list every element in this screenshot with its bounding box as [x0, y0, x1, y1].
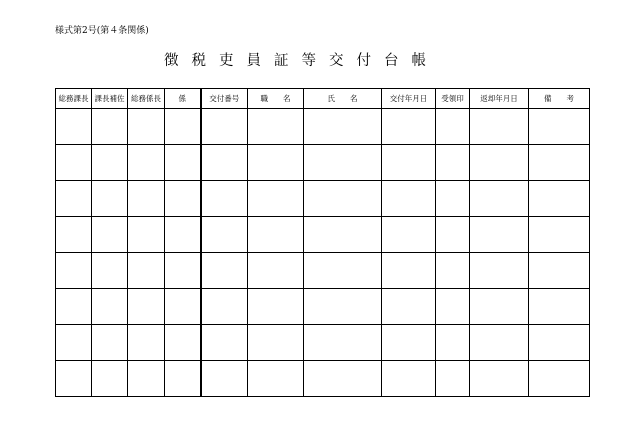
table-cell: [304, 253, 382, 289]
table-cell: [128, 217, 165, 253]
table-cell: [56, 109, 92, 145]
table-cell: [248, 145, 304, 181]
col-header-receipt-seal: 受領印: [436, 89, 470, 109]
ledger-title: [164, 52, 426, 70]
table-cell: [56, 217, 92, 253]
table-cell: [165, 109, 201, 145]
table-cell: [436, 253, 470, 289]
table-cell: [56, 289, 92, 325]
title-char: 員: [246, 53, 261, 69]
col-header-issue-date: 交付年月日: [382, 89, 436, 109]
table-cell: [529, 217, 590, 253]
table-cell: [470, 253, 529, 289]
table-cell: [248, 109, 304, 145]
table-cell: [304, 109, 382, 145]
table-cell: [92, 289, 128, 325]
col-header-kacho-hosa: 課長補佐: [92, 89, 128, 109]
table-cell: [529, 181, 590, 217]
table-cell: [529, 289, 590, 325]
table-cell: [382, 361, 436, 397]
table-cell: [470, 145, 529, 181]
table-cell: [304, 217, 382, 253]
table-cell: [92, 181, 128, 217]
table-cell: [165, 145, 201, 181]
table-cell: [56, 181, 92, 217]
header-row: [56, 89, 590, 109]
table-cell: [92, 109, 128, 145]
col-header-return-date: 返却年月日: [470, 89, 529, 109]
table-cell: [382, 109, 436, 145]
title-char: 吏: [219, 53, 234, 69]
table-cell: [201, 253, 248, 289]
table-cell: [382, 217, 436, 253]
table-cell: [201, 181, 248, 217]
table-cell: [470, 361, 529, 397]
title-char: 税: [191, 53, 206, 69]
form-number: 様式第2号(第４条関係): [55, 26, 149, 36]
table-cell: [436, 289, 470, 325]
table-cell: [128, 289, 165, 325]
title-char: 交: [329, 53, 344, 69]
table-cell: [304, 145, 382, 181]
table-cell: [470, 181, 529, 217]
table-row: [56, 181, 590, 217]
title-char: 帳: [411, 53, 426, 69]
col-header-name: 氏 名: [304, 89, 382, 109]
table-cell: [165, 325, 201, 361]
table-cell: [382, 253, 436, 289]
table-cell: [128, 325, 165, 361]
table-cell: [201, 325, 248, 361]
table-cell: [56, 361, 92, 397]
table-cell: [470, 325, 529, 361]
table-row: [56, 253, 590, 289]
table-cell: [92, 217, 128, 253]
ledger-table: [55, 88, 590, 397]
table-cell: [201, 145, 248, 181]
table-cell: [382, 145, 436, 181]
table-cell: [382, 325, 436, 361]
table-cell: [248, 325, 304, 361]
table-cell: [165, 217, 201, 253]
table-cell: [128, 181, 165, 217]
table-cell: [436, 181, 470, 217]
table-cell: [128, 109, 165, 145]
table-cell: [470, 289, 529, 325]
col-header-somu-kakaricho: 総務係長: [128, 89, 165, 109]
table-cell: [201, 289, 248, 325]
table-cell: [201, 361, 248, 397]
table-cell: [92, 325, 128, 361]
table-cell: [201, 109, 248, 145]
col-header-remarks: 備 考: [529, 89, 590, 109]
table-row: [56, 145, 590, 181]
table-cell: [304, 289, 382, 325]
table-cell: [128, 361, 165, 397]
table-cell: [92, 361, 128, 397]
table-cell: [470, 217, 529, 253]
title-char: 付: [356, 53, 371, 69]
table-cell: [248, 361, 304, 397]
table-cell: [165, 361, 201, 397]
table-cell: [56, 145, 92, 181]
table-cell: [529, 325, 590, 361]
table-cell: [436, 361, 470, 397]
col-header-kakari: 係: [165, 89, 201, 109]
table-cell: [436, 109, 470, 145]
col-header-somu-kacho: 総務課長: [56, 89, 92, 109]
table-row: [56, 289, 590, 325]
table-cell: [529, 109, 590, 145]
table-cell: [436, 325, 470, 361]
table-cell: [128, 145, 165, 181]
title-char: 徴: [164, 53, 179, 69]
table-cell: [92, 145, 128, 181]
table-cell: [248, 289, 304, 325]
table-cell: [304, 181, 382, 217]
table-cell: [529, 253, 590, 289]
table-cell: [248, 181, 304, 217]
table-cell: [304, 361, 382, 397]
table-cell: [128, 253, 165, 289]
col-header-issue-number: 交付番号: [201, 89, 248, 109]
table-cell: [529, 145, 590, 181]
table-cell: [248, 253, 304, 289]
table-row: [56, 361, 590, 397]
title-char: 等: [301, 53, 316, 69]
table-cell: [56, 253, 92, 289]
table-row: [56, 109, 590, 145]
table-cell: [92, 253, 128, 289]
table-row: [56, 325, 590, 361]
table-cell: [529, 361, 590, 397]
title-char: 証: [274, 53, 289, 69]
table-cell: [304, 325, 382, 361]
table-cell: [165, 181, 201, 217]
table-cell: [382, 181, 436, 217]
table-cell: [436, 217, 470, 253]
table-row: [56, 217, 590, 253]
ledger-body: [56, 109, 590, 397]
table-cell: [436, 145, 470, 181]
table-cell: [56, 325, 92, 361]
table-cell: [165, 289, 201, 325]
table-cell: [470, 109, 529, 145]
table-cell: [201, 217, 248, 253]
title-char: 台: [384, 53, 399, 69]
table-cell: [248, 217, 304, 253]
table-cell: [382, 289, 436, 325]
col-header-job-title: 職 名: [248, 89, 304, 109]
table-cell: [165, 253, 201, 289]
